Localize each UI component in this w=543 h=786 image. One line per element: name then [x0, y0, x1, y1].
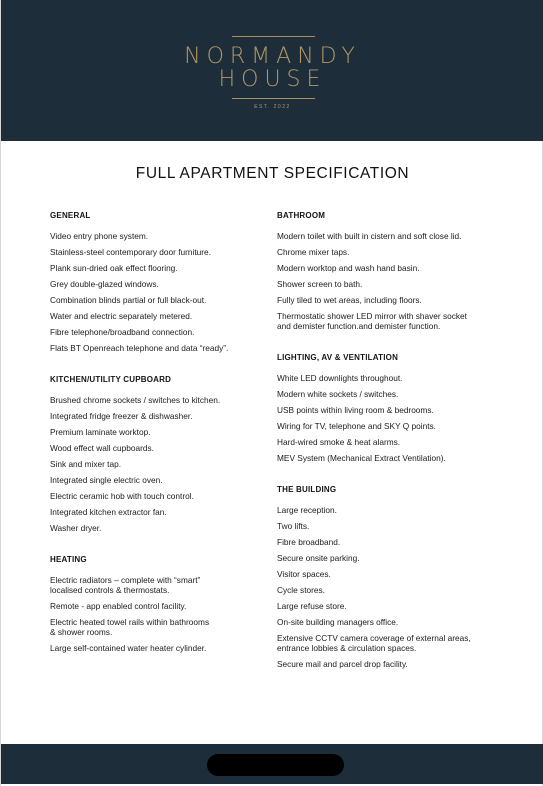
spec-item: Secure onsite parking. — [277, 553, 360, 563]
brand-line-1: NORMANDY — [184, 44, 361, 69]
spec-item: Cycle stores. — [277, 585, 325, 595]
spec-item: Two lifts. — [277, 521, 310, 531]
spec-item: Remote - app enabled control facility. — [50, 601, 187, 611]
section-heading: KITCHEN/UTILITY CUPBOARD — [50, 375, 172, 384]
section-heating — [50, 554, 265, 653]
spec-item: Hard-wired smoke & heat alarms. — [277, 437, 401, 447]
section-heading: THE BUILDING — [277, 485, 337, 494]
spec-item: Large refuse store. — [277, 601, 347, 611]
page-title: FULL APARTMENT SPECIFICATION — [135, 165, 410, 182]
brand-line-2: HOUSE — [218, 67, 327, 92]
section-lighting-av-ventilation — [277, 352, 507, 463]
spec-item: Modern white sockets / switches. — [277, 389, 399, 399]
section-heading: LIGHTING, AV & VENTILATION — [277, 353, 399, 362]
header-banner — [1, 0, 543, 141]
spec-item: Brushed chrome sockets / switches to kitchen. — [50, 395, 221, 405]
spec-item: USB points within living room & bedrooms. — [277, 405, 434, 415]
spec-item: Integrated kitchen extractor fan. — [50, 507, 167, 517]
redaction-block — [207, 754, 344, 776]
spec-item: Large self-contained water heater cylinder. — [50, 643, 207, 653]
spec-item: Wood effect wall cupboards. — [50, 443, 154, 453]
left-column — [50, 210, 265, 674]
spec-item: Visitor spaces. — [277, 569, 331, 579]
spec-item: MEV System (Mechanical Extract Ventilation). — [277, 453, 446, 463]
spec-item: White LED downlights throughout. — [277, 373, 403, 383]
spec-item: Modern worktop and wash hand basin. — [277, 263, 420, 273]
spec-item: Chrome mixer taps. — [277, 247, 350, 257]
section-kitchen-utility-cupboard — [50, 374, 265, 533]
spec-item: Fully tiled to wet areas, including floors. — [277, 295, 422, 305]
spec-item: Fibre broadband. — [277, 537, 341, 547]
spec-item: Shower screen to bath. — [277, 279, 363, 289]
spec-item: Fibre telephone/broadband connection. — [50, 327, 195, 337]
right-column — [277, 210, 507, 690]
spec-item: On-site building managers office. — [277, 617, 399, 627]
spec-item: Integrated fridge freezer & dishwasher. — [50, 411, 193, 421]
section-the-building — [277, 484, 507, 669]
spec-item: Wiring for TV, telephone and SKY Q points. — [277, 421, 436, 431]
spec-item: Plank sun-dried oak effect flooring. — [50, 263, 178, 273]
spec-item: Combination blinds partial or full black-out. — [50, 295, 207, 305]
spec-item: Stainless-steel contemporary door furniture. — [50, 247, 211, 257]
section-heading: GENERAL — [50, 211, 91, 220]
spec-item: Sink and mixer tap. — [50, 459, 122, 469]
spec-item: Thermostatic shower LED mirror with shaver socket and demister function.and demister function. — [277, 311, 467, 331]
spec-item: Large reception. — [277, 505, 337, 515]
spec-item: Secure mail and parcel drop facility. — [277, 659, 408, 669]
spec-item: Electric heated towel rails within bathrooms & shower rooms. — [50, 617, 210, 637]
section-heading: HEATING — [50, 555, 87, 564]
section-bathroom — [277, 210, 507, 331]
spec-item: Flats BT Openreach telephone and data “ready”. — [50, 343, 229, 353]
section-general — [50, 210, 265, 353]
established-label: EST. 2022 — [254, 104, 291, 110]
spec-item: Washer dryer. — [50, 523, 102, 533]
spec-item: Modern toilet with built in cistern and soft close lid. — [277, 231, 462, 241]
spec-item: Premium laminate worktop. — [50, 427, 151, 437]
spec-item: Water and electric separately metered. — [50, 311, 193, 321]
spec-item: Electric ceramic hob with touch control. — [50, 491, 194, 501]
spec-item: Extensive CCTV camera coverage of external areas, entrance lobbies & circulation spaces. — [277, 633, 471, 653]
section-heading: BATHROOM — [277, 211, 326, 220]
logo-rule-top — [232, 36, 315, 37]
spec-item: Electric radiators – complete with “smart” localised controls & thermostats. — [50, 575, 201, 595]
spec-item: Video entry phone system. — [50, 231, 149, 241]
spec-item: Integrated single electric oven. — [50, 475, 163, 485]
logo-rule-bottom — [232, 98, 315, 99]
spec-item: Grey double-glazed windows. — [50, 279, 159, 289]
